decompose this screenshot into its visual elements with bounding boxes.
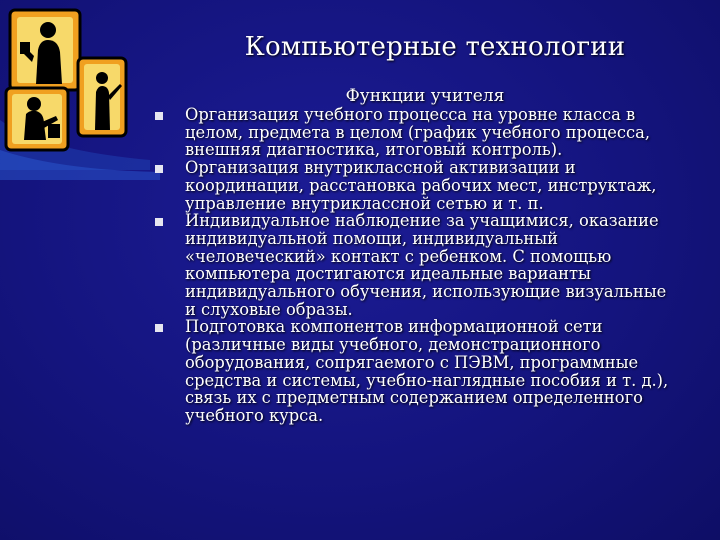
- bullet-item: [155, 159, 675, 212]
- bullet-text: Подготовка компонентов информационной сети (различные виды учебного, демонстрационного оборудования, сопрягаемого с ПЭВМ, программные средства и системы, учебно-наглядные пособия и т. д.), связь их с предметным содержанием определенного учебного курса.: [185, 317, 669, 425]
- square-bullet-icon: [155, 218, 163, 226]
- bullet-list: [155, 106, 675, 425]
- slide-title: Компьютерные технологии: [244, 32, 626, 62]
- bullet-item: [155, 106, 675, 159]
- square-bullet-icon: [155, 165, 163, 173]
- slide-subtitle: Функции учителя: [345, 86, 505, 106]
- teacher-silhouettes-clipart: [0, 0, 160, 180]
- bullet-text: Организация внутриклассной активизации и координации, расстановка рабочих мест, инструктаж, управление внутриклассной сетью и т. п.: [185, 158, 657, 213]
- bullet-item: [155, 318, 675, 424]
- bullet-item: [155, 212, 675, 318]
- bullet-text: Индивидуальное наблюдение за учащимися, оказание индивидуальной помощи, индивидуальный «человеческий» контакт с ребенком. С помощью компьютера достигаются идеальные варианты индивидуального обучения, использующие визуальные и слуховые образы.: [185, 211, 667, 319]
- bullet-text: Организация учебного процесса на уровне класса в целом, предмета в целом (график учебного процесса, внешняя диагностика, итоговый контроль).: [185, 105, 651, 160]
- square-bullet-icon: [155, 112, 163, 120]
- square-bullet-icon: [155, 324, 163, 332]
